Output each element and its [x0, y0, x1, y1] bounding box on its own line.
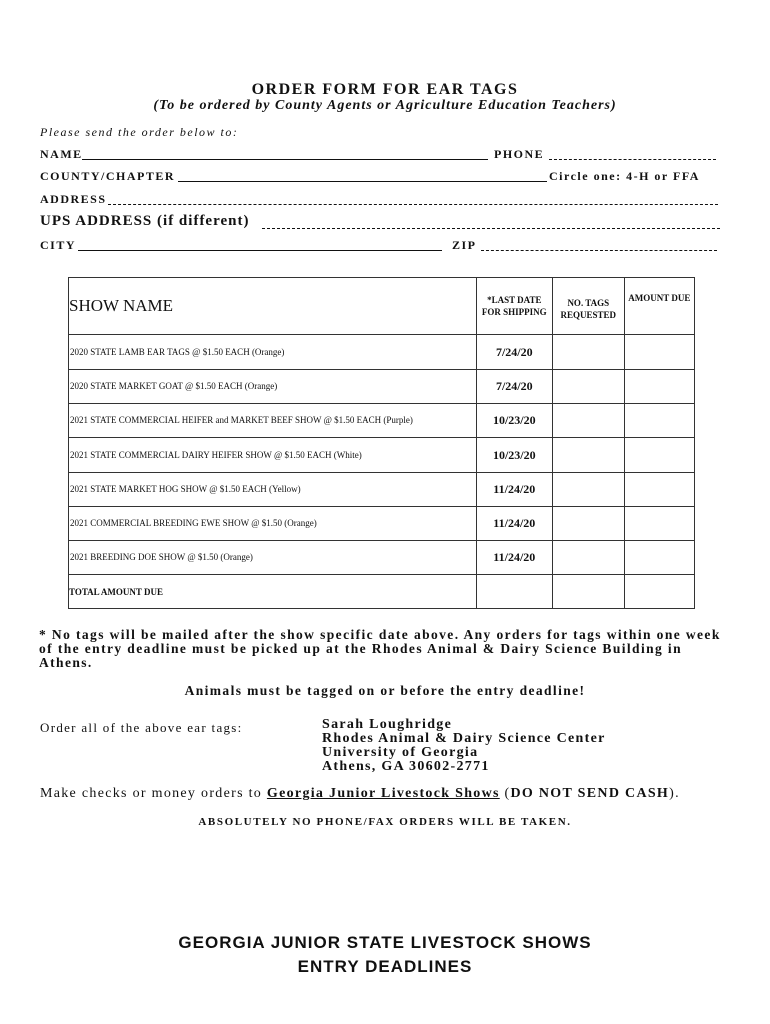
show-name-cell: 2020 STATE LAMB EAR TAGS @ $1.50 EACH (Orange) — [69, 335, 477, 370]
county-label: COUNTY/CHAPTER — [40, 169, 176, 183]
tags-requested-input[interactable] — [552, 473, 624, 507]
total-date-cell — [476, 575, 552, 609]
name-field[interactable] — [82, 159, 488, 160]
last-date-cell: 11/24/20 — [476, 507, 552, 541]
send-note: Please send the order below to: — [40, 125, 239, 139]
show-name-header — [69, 278, 477, 335]
table-header-row — [69, 278, 695, 335]
amount-due-input[interactable] — [624, 507, 694, 541]
show-name-cell — [69, 438, 477, 473]
table-row — [69, 335, 695, 370]
amount-due-input[interactable] — [624, 404, 694, 438]
ups-address-label: UPS ADDRESS (if different) — [40, 213, 250, 229]
table-row — [69, 473, 695, 507]
last-date-cell: 11/24/20 — [476, 473, 552, 507]
last-date-cell: 7/24/20 — [476, 370, 552, 404]
phone-label: PHONE — [494, 147, 545, 161]
name-label: NAME — [40, 147, 83, 161]
payment-open-paren: ( — [499, 786, 511, 801]
address-line-2: University of Georgia — [322, 745, 479, 760]
last-date-cell: 7/24/20 — [476, 335, 552, 370]
footer-line-2: ENTRY DEADLINES — [297, 957, 473, 976]
last-date-cell: 11/24/20 — [476, 541, 552, 575]
amount-due-input[interactable] — [624, 473, 694, 507]
amount-due-header: AMOUNT DUE — [624, 278, 694, 335]
tags-requested-input[interactable] — [552, 370, 624, 404]
no-tags-header: NO. TAGS REQUESTED — [552, 278, 624, 335]
total-tags-input[interactable] — [552, 575, 624, 609]
order-to-label: Order all of the above ear tags: — [40, 720, 243, 735]
circle-one-option[interactable]: Circle one: 4-H or FFA — [549, 169, 700, 183]
form-title: ORDER FORM FOR EAR TAGS — [251, 81, 519, 98]
city-field[interactable] — [78, 250, 442, 251]
table-row — [69, 370, 695, 404]
amount-due-input[interactable] — [624, 335, 694, 370]
recipient-name: Sarah Loughridge — [322, 717, 453, 732]
tags-requested-input[interactable] — [552, 404, 624, 438]
shipping-note: * No tags will be mailed after the show specific date above. Any orders for tags within one week of the entry deadline must be picked up at the Rhodes Animal & Dairy Science Building in Athens. — [39, 627, 721, 670]
total-row — [69, 575, 695, 609]
total-amount-input[interactable] — [624, 575, 694, 609]
tags-requested-input[interactable] — [552, 507, 624, 541]
form-subtitle: (To be ordered by County Agents or Agriculture Education Teachers) — [153, 98, 617, 113]
table-row — [69, 404, 695, 438]
payment-close: ). — [669, 786, 680, 801]
show-name-cell: 2021 STATE COMMERCIAL HEIFER and MARKET BEEF SHOW @ $1.50 EACH (Purple) — [69, 404, 477, 438]
ups-address-field[interactable] — [262, 228, 720, 229]
payment-prefix: Make checks or money orders to — [40, 786, 267, 801]
cash-warning: DO NOT SEND CASH — [510, 786, 670, 801]
address-line-1: Rhodes Animal & Dairy Science Center — [322, 731, 606, 746]
no-phone-note: ABSOLUTELY NO PHONE/FAX ORDERS WILL BE TAKEN. — [198, 816, 572, 828]
total-label: TOTAL AMOUNT DUE — [69, 575, 477, 609]
amount-due-input[interactable] — [624, 370, 694, 404]
table-row — [69, 541, 695, 575]
address-label: ADDRESS — [40, 192, 107, 206]
amount-due-input[interactable] — [624, 541, 694, 575]
show-name-text: 2021 STATE COMMERCIAL DAIRY HEIFER SHOW @ $1.50 EACH (White) — [70, 449, 362, 460]
county-field[interactable] — [178, 181, 547, 182]
tags-requested-input[interactable] — [552, 541, 624, 575]
address-line-3: Athens, GA 30602-2771 — [322, 759, 490, 774]
table-row — [69, 507, 695, 541]
show-name-cell: 2021 COMMERCIAL BREEDING EWE SHOW @ $1.50 (Orange) — [69, 507, 477, 541]
tags-requested-input[interactable] — [552, 438, 624, 473]
last-date-cell: 10/23/20 — [476, 404, 552, 438]
tagged-note: Animals must be tagged on or before the entry deadline! — [184, 683, 586, 698]
last-date-header: *LAST DATE FOR SHIPPING — [476, 278, 552, 335]
show-name-header-text: SHOW NAME — [69, 296, 174, 315]
table-row — [69, 438, 695, 473]
show-name-cell: 2020 STATE MARKET GOAT @ $1.50 EACH (Orange) — [69, 370, 477, 404]
payee-name: Georgia Junior Livestock Shows — [266, 786, 500, 801]
phone-field[interactable] — [549, 159, 716, 160]
mailing-address — [322, 718, 606, 774]
address-field[interactable] — [108, 204, 718, 205]
payment-instructions — [40, 786, 680, 802]
city-label: CITY — [40, 238, 77, 252]
last-date-cell: 10/23/20 — [476, 438, 552, 473]
footer-heading — [0, 931, 770, 979]
show-name-cell: 2021 STATE MARKET HOG SHOW @ $1.50 EACH (Yellow) — [69, 473, 477, 507]
footer-line-1: GEORGIA JUNIOR STATE LIVESTOCK SHOWS — [178, 933, 592, 952]
order-table — [68, 277, 695, 609]
tags-requested-input[interactable] — [552, 335, 624, 370]
amount-due-input[interactable] — [624, 438, 694, 473]
show-name-cell: 2021 BREEDING DOE SHOW @ $1.50 (Orange) — [69, 541, 477, 575]
zip-label: ZIP — [452, 238, 477, 252]
zip-field[interactable] — [481, 250, 717, 251]
